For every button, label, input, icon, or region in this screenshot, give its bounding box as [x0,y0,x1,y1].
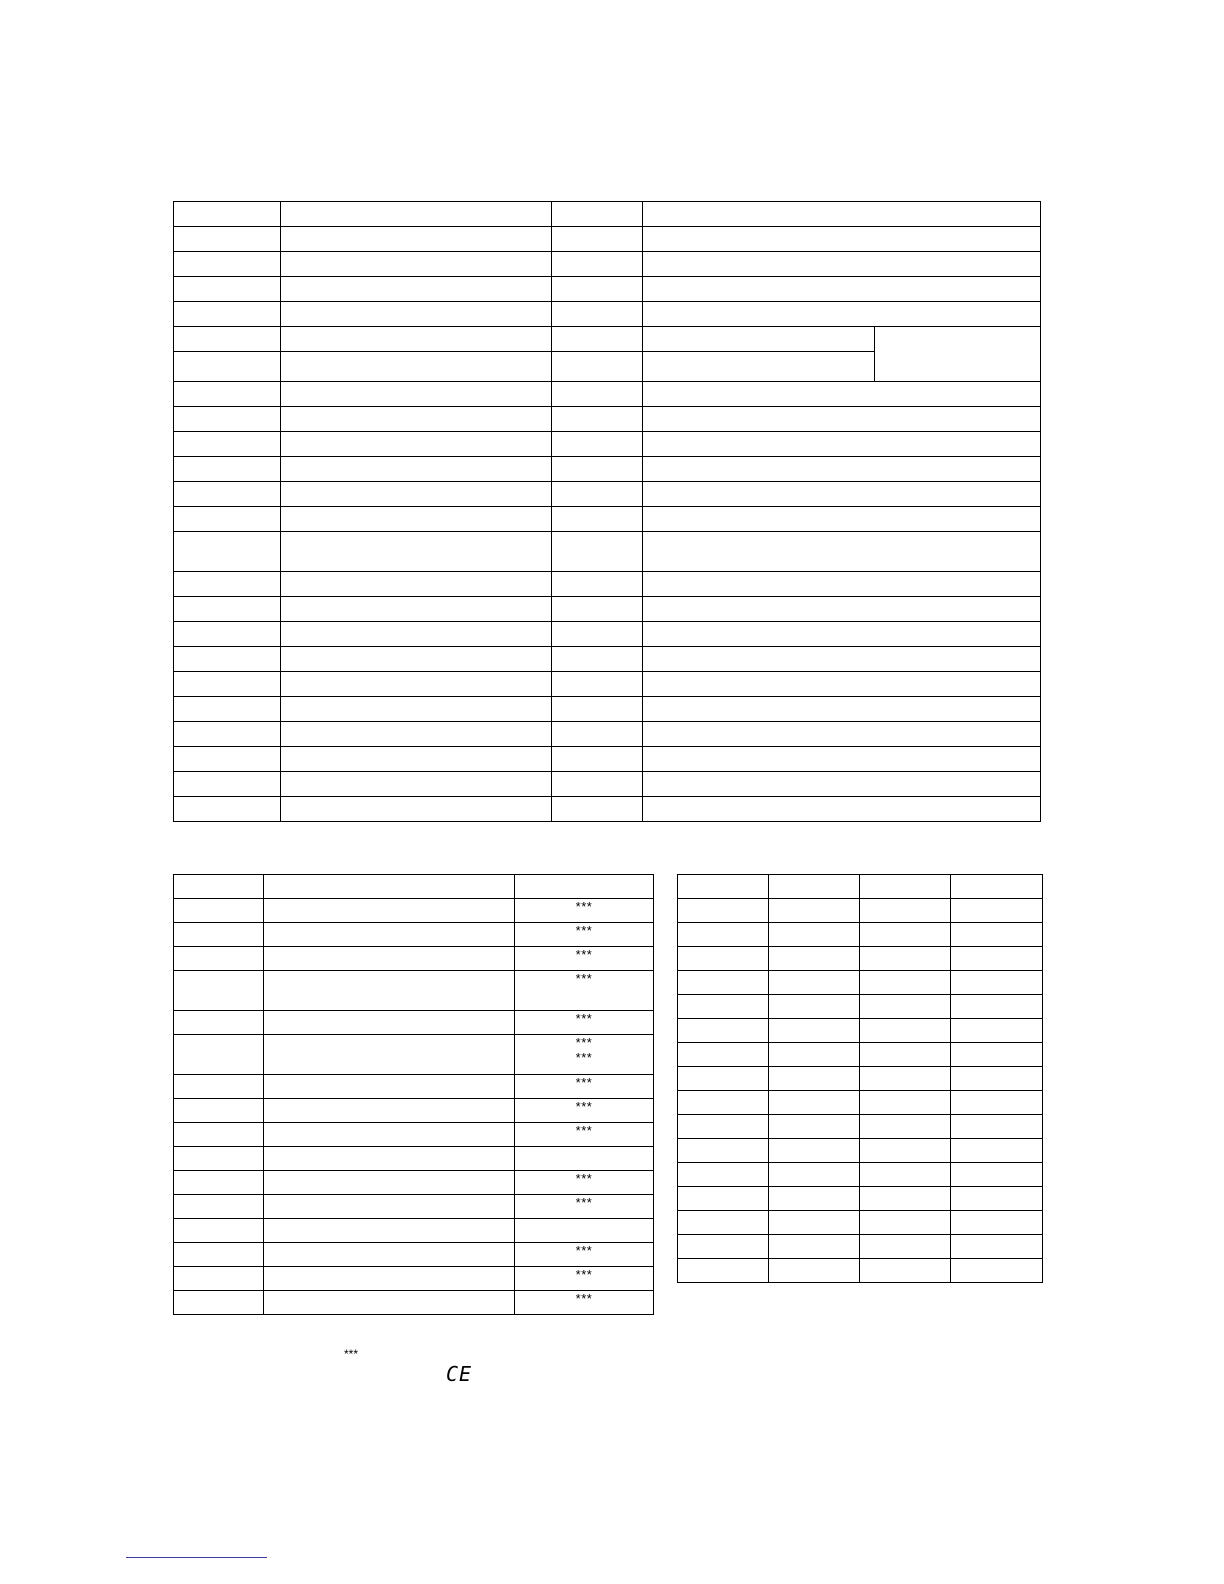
note-marker: *** [344,1347,359,1361]
table-row [678,1019,1043,1043]
table-row [678,1067,1043,1091]
mark-cell: *** [515,1171,654,1195]
table-row [174,277,1041,302]
table-row [174,947,654,971]
table-row [678,947,1043,971]
table-row [678,995,1043,1019]
table-row [174,1099,654,1123]
table-row [174,747,1041,772]
table-row [174,672,1041,697]
mark-cell: *** [515,1075,654,1099]
table-row [678,1187,1043,1211]
top-table [173,201,1041,822]
table-row [174,722,1041,747]
table-row [174,482,1041,507]
mark-cell [515,1219,654,1243]
table-row [174,227,1041,252]
table-row [174,407,1041,432]
table-row [174,899,654,923]
table-row [174,507,1041,532]
bottom-left-table [173,874,654,1315]
table-row [174,772,1041,797]
table-row [174,1171,654,1195]
table-row [174,971,654,1011]
mark-cell: *** [515,971,654,1011]
mark-cell: *** [515,1267,654,1291]
table-row [174,622,1041,647]
table-header-row [174,875,654,899]
table-row [174,647,1041,672]
table-row [174,1123,654,1147]
table-row [174,923,654,947]
mark-cell: *** [515,1291,654,1315]
mark-cell: *** [515,1099,654,1123]
mark-cell: *** [515,1123,654,1147]
bottom-right-table [677,874,1043,1283]
table-row [678,923,1043,947]
table-row [174,457,1041,482]
table-row [678,1091,1043,1115]
table-row [174,1291,654,1315]
table-row [678,1043,1043,1067]
table-row [678,971,1043,995]
table-row [174,597,1041,622]
mark-cell: *** [515,947,654,971]
table-row [174,302,1041,327]
table-row [174,1243,654,1267]
table-row [678,1139,1043,1163]
table-row [174,252,1041,277]
table-row [678,1235,1043,1259]
table-row [678,1211,1043,1235]
mark-cell: *** [515,923,654,947]
table-row [678,1115,1043,1139]
mark-cell: *** [515,1243,654,1267]
table-row [174,1147,654,1171]
table-row [174,1075,654,1099]
mark-cell [515,1147,654,1171]
table-row [174,1195,654,1219]
mark-cell: *** [515,1195,654,1219]
table-row [174,1267,654,1291]
table-row [678,899,1043,923]
mark-cell: *** *** [515,1035,654,1075]
table-row [174,797,1041,822]
table-row [174,1035,654,1075]
table-row [174,1219,654,1243]
table-row [174,572,1041,597]
display-code-glyph: CE [446,1362,473,1386]
table-row [174,697,1041,722]
mark-cell: *** [515,899,654,923]
footer-link-underline [126,1557,267,1558]
mark-cell: *** [515,1011,654,1035]
merged-cell [875,327,1041,382]
table-row [174,202,1041,227]
table-row [174,532,1041,572]
table-row [174,432,1041,457]
table-row [174,327,1041,352]
table-row [174,1011,654,1035]
table-header-row [678,875,1043,899]
table-row [174,382,1041,407]
table-row [678,1259,1043,1283]
table-row [678,1163,1043,1187]
